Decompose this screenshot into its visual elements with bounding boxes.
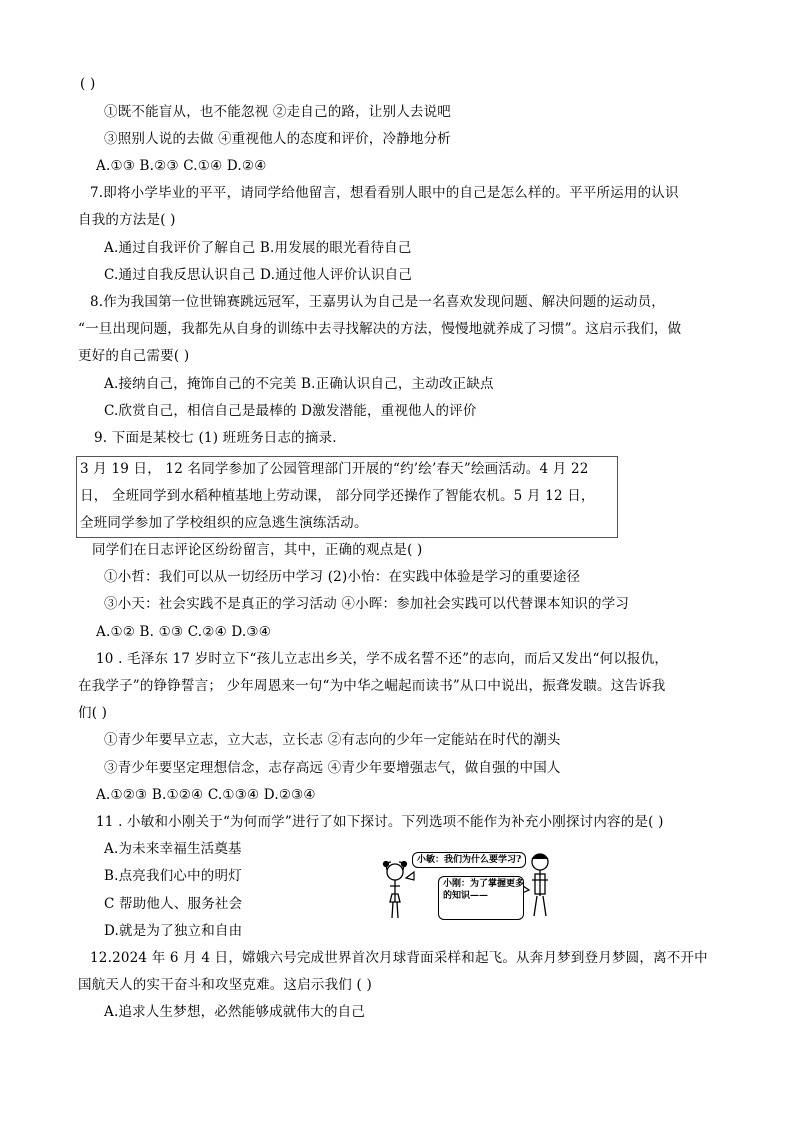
choice-line: C.欣赏自己，相信自己是最棒的 D激发潜能，重视他人的评价 [104, 403, 477, 419]
option-line: ①青少年要早立志，立大志，立长志 ②有志向的少年一定能站在时代的潮头 [104, 732, 561, 748]
dialogue-illustration [382, 850, 562, 932]
choice-line: A.①②③ B.①②④ C.①③④ D.②③④ [96, 787, 316, 803]
option-line: ③青少年要坚定理想信念，志存高远 ④青少年要增强志气，做自强的中国人 [104, 760, 561, 776]
question-12-text: 国航天人的实干奋斗和攻坚克难。这启示我们 ( ) [78, 977, 372, 993]
question-9-text: 同学们在日志评论区纷纷留言，其中，正确的观点是( ) [92, 542, 423, 558]
speech-bubble-xiaogang: 小刚：为了掌握更多 的知识—— [438, 876, 524, 920]
question-9-text: 9. 下面是某校七 (1) 班班务日志的摘录. [94, 430, 337, 446]
choice-line: A.为未来幸福生活奠基 [104, 841, 242, 857]
question-10-text: 在我学子”的铮铮誓言； 少年周恩来一句“为中华之崛起而读书”从口中说出，振聋发聩。这告诉我 [78, 678, 666, 694]
question-12-text: 12.2024 年 6 月 4 日，嫦娥六号完成世界首次月球背面采样和起飞。从奔月梦到登月梦圆，离不开中 [90, 950, 708, 966]
answer-bracket: ( ) [80, 76, 96, 92]
speech-tail-left [406, 872, 414, 880]
question-8-text: 更好的自己需要( ) [78, 348, 190, 364]
question-8-text: 8.作为我国第一位世锦赛跳远冠军，王嘉男认为自己是一名喜欢发现问题、解决问题的运动员， [90, 294, 665, 310]
choice-line: C.通过自我反思认识自己 D.通过他人评价认识自己 [104, 267, 413, 283]
option-line: ①既不能盲从，也不能忽视 ②走自己的路，让别人去说吧 [104, 104, 451, 120]
choice-line: A.追求人生梦想，必然能够成就伟大的自己 [104, 1004, 366, 1020]
option-line: ①小哲：我们可以从一切经历中学习 (2)小怡：在实践中体验是学习的重要途径 [104, 569, 581, 585]
choice-line: A.①② B. ①③ C.②④ D.③④ [96, 624, 272, 640]
question-8-text: “一旦出现问题，我都先从自身的训练中去寻找解决的方法，慢慢地就养成了习惯”。这启示我们，做 [78, 321, 682, 337]
speech-bubble-xiaomin: 小敏：我们为什么要学习? [412, 852, 526, 868]
class-log-line: 日， 全班同学到水稻种植基地上劳动课， 部分同学还操作了智能农机。5 月 12 日， [80, 488, 595, 504]
question-10-text: 们( ) [78, 705, 108, 721]
class-log-line: 3 月 19 日， 12 名同学参加了公园管理部门开展的“约’绘’春天”绘画活动。4 月 22 [80, 461, 589, 477]
girl-figure [384, 862, 407, 919]
question-11-text: 11 . 小敏和小刚关于“为何而学”进行了如下探讨。下列选项不能作为补充小刚探讨内容的是( ) [96, 814, 664, 830]
choice-line: D.就是为了独立和自由 [104, 923, 243, 939]
option-line: ③小天：社会实践不是真正的学习活动 ④小晖：参加社会实践可以代替课本知识的学习 [104, 596, 630, 612]
choice-line: B.点亮我们心中的明灯 [104, 868, 242, 884]
question-10-text: 10 . 毛泽东 17 岁时立下“孩儿立志出乡关，学不成名誓不还”的志向，而后又发出“何以报仇， [96, 651, 669, 667]
question-7-text: 7.即将小学毕业的平平，请同学给他留言，想看看别人眼中的自己是怎么样的。平平所运用的认识 [90, 185, 679, 201]
choice-line: C 帮助他人、服务社会 [104, 896, 243, 912]
choice-line: A.①③ B.②③ C.①④ D.②④ [96, 158, 267, 174]
boy-figure [532, 854, 548, 916]
option-line: ③照别人说的去做 ④重视他人的态度和评价，冷静地分析 [104, 131, 451, 147]
choice-line: A.通过自我评价了解自己 B.用发展的眼光看待自己 [104, 240, 412, 256]
class-log-line: 全班同学参加了学校组织的应急逃生演练活动。 [80, 515, 368, 531]
question-7-text: 自我的方法是( ) [78, 212, 176, 228]
choice-line: A.接纳自己，掩饰自己的不完美 B.正确认识自己，主动改正缺点 [104, 376, 494, 392]
